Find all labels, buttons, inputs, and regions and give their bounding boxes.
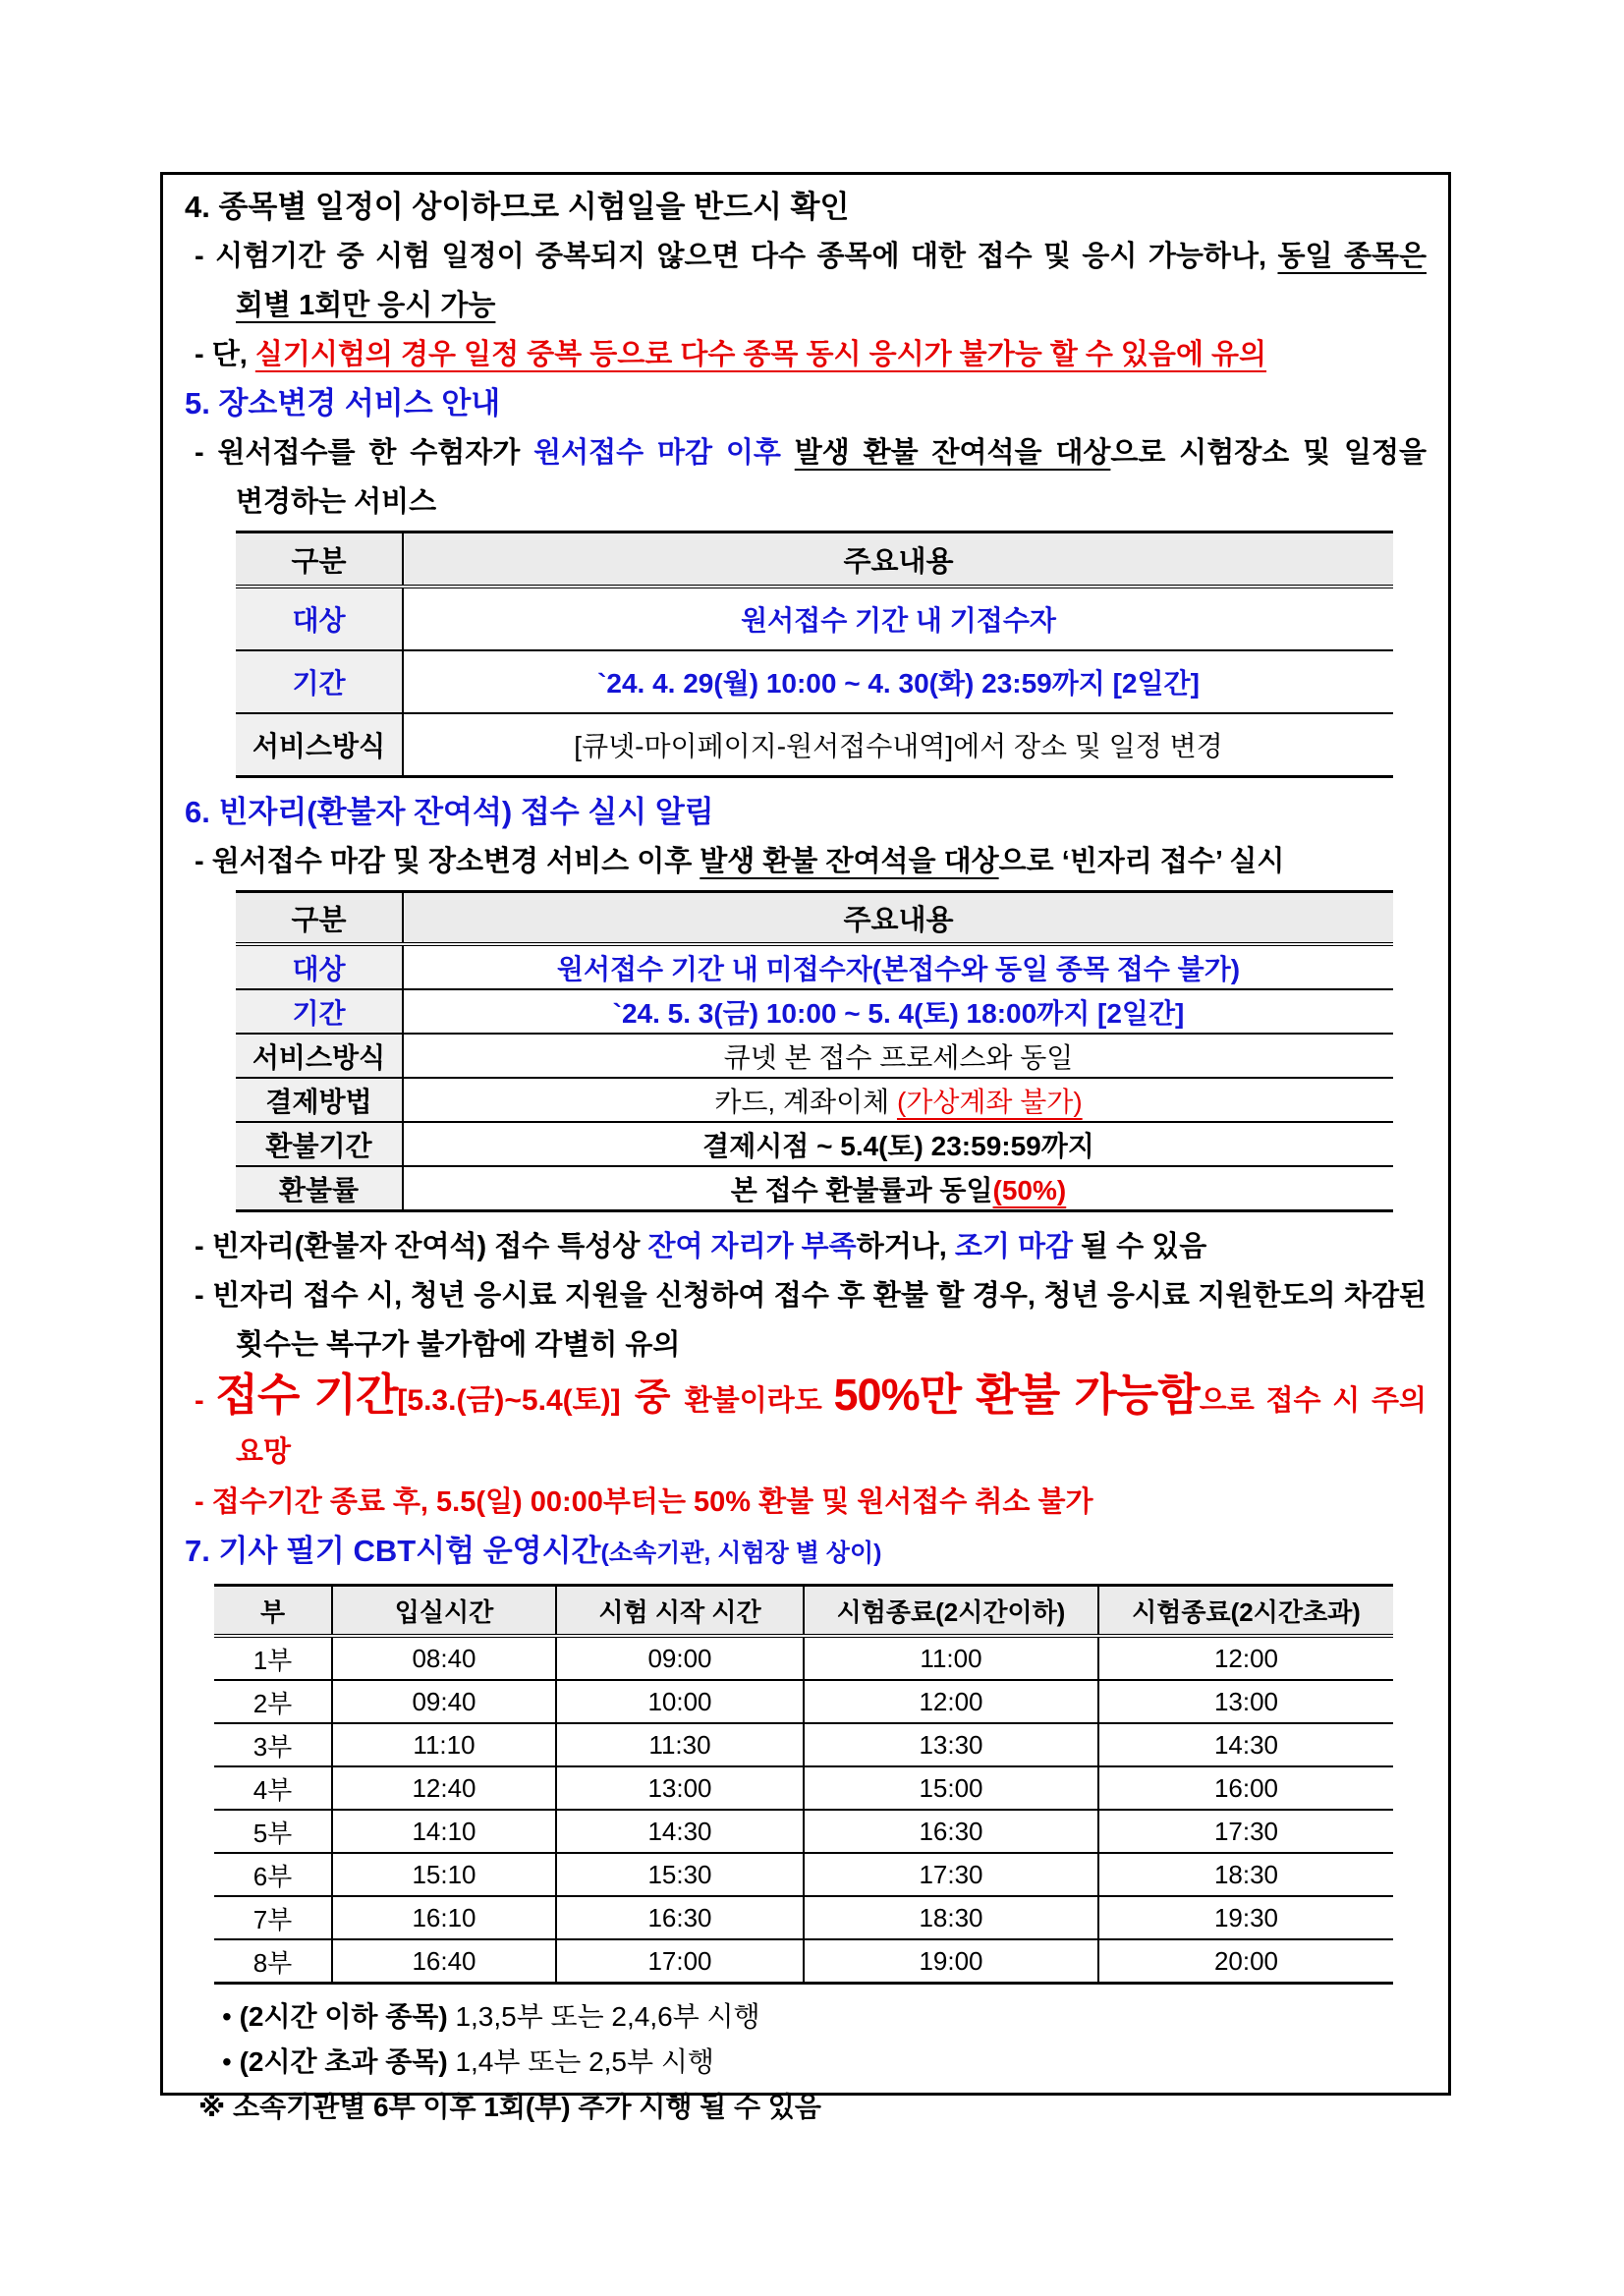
s6-bullet-after-deadline-warning [185, 1478, 1427, 1527]
text-segment: 기간 [292, 997, 346, 1029]
row-value [403, 587, 1393, 650]
table-header-row [214, 1586, 1393, 1637]
text-segment: 결제방법 [265, 1086, 372, 1117]
text-segment: 대상 [292, 953, 346, 984]
table-cell: 2부 [214, 1680, 332, 1723]
text-segment: 으로 시험장소 및 일정을 변경하는 서비스 [236, 437, 1428, 518]
text-segment: 조기 마감 [954, 1231, 1073, 1262]
column-header: 시험 시작 시간 [556, 1586, 804, 1637]
table-header-row [236, 532, 1393, 588]
table-row [214, 1636, 1393, 1680]
text-segment: - 원서접수를 한 수험자가 [195, 437, 534, 469]
text-segment: 으로 ‘빈자리 접수’ 실시 [998, 846, 1285, 877]
place-change-table [236, 531, 1393, 778]
table-cell: 12:00 [804, 1680, 1098, 1723]
text-segment: 서비스방식 [252, 731, 386, 761]
s6-bullet-refund-50-warning [185, 1370, 1427, 1478]
row-label [236, 1166, 403, 1211]
table-cell: 09:40 [332, 1680, 556, 1723]
table-cell: 1부 [214, 1636, 332, 1680]
text-segment: 접수 기간 [215, 1370, 398, 1420]
table-cell: 16:30 [556, 1896, 804, 1939]
text-segment: [큐넷-마이페이지-원서접수내역]에서 장소 및 일정 변경 [574, 731, 1223, 761]
table-cell: 11:00 [804, 1636, 1098, 1680]
section-6-heading: 6. 빈자리(환불자 잔여석) 접수 실시 알림 [185, 795, 714, 829]
text-segment: `24. 5. 3(금) 10:00 ~ 5. 4(토) 18:00까지 [2일간] [612, 997, 1185, 1029]
table-cell: 13:30 [804, 1723, 1098, 1766]
s4-bullet-practical-warning [185, 330, 1427, 379]
text-segment: 실기시험의 경우 일정 중복 등으로 다수 종목 동시 응시가 불가능 할 수 있음에 유의 [254, 339, 1267, 370]
text-segment: 1,3,5부 또는 2,4,6부 시행 [447, 2001, 760, 2032]
table-row [236, 713, 1393, 777]
section-7-heading [185, 1527, 1427, 1578]
text-segment: 중 [620, 1377, 685, 1419]
table-row [214, 1853, 1393, 1896]
row-label [236, 1034, 403, 1078]
table-cell: 16:40 [332, 1939, 556, 1984]
column-header: 구분 [236, 532, 403, 588]
text-segment: 7. 기사 필기 CBT시험 운영시간 [185, 1534, 601, 1568]
table-cell: 15:00 [804, 1766, 1098, 1810]
table-cell: 17:00 [556, 1939, 804, 1984]
table-cell: 15:10 [332, 1853, 556, 1896]
note-extra-session [198, 2085, 1427, 2130]
table-row [236, 650, 1393, 713]
text-segment: 으로 접수 시 주의 요망 [236, 1385, 1427, 1468]
table-row [214, 1939, 1393, 1984]
text-segment: 환불기간 [265, 1130, 372, 1161]
text-segment: 대상 [292, 605, 346, 636]
text-segment: 서비스방식 [252, 1041, 386, 1073]
table-cell: 19:30 [1098, 1896, 1393, 1939]
row-value [403, 713, 1393, 777]
table-cell: 3부 [214, 1723, 332, 1766]
table-row [214, 1723, 1393, 1766]
table-row [236, 587, 1393, 650]
table-cell: 11:10 [332, 1723, 556, 1766]
text-segment: 50%만 환불 가능함 [833, 1370, 1200, 1420]
row-label [236, 587, 403, 650]
text-segment: 될 수 있음 [1072, 1231, 1207, 1262]
text-segment: 1,4부 또는 2,5부 시행 [447, 2046, 714, 2077]
s5-bullet-service-desc [185, 428, 1427, 527]
table-cell: 14:30 [1098, 1723, 1393, 1766]
table-row [214, 1810, 1393, 1853]
column-header: 시험종료(2시간이하) [804, 1586, 1098, 1637]
text-segment: 원서접수 기간 내 기접수자 [741, 605, 1056, 636]
table-cell: 09:00 [556, 1636, 804, 1680]
text-segment: • [222, 2001, 240, 2032]
text-segment: 결제시점 ~ 5.4(토) 23:59:59까지 [702, 1130, 1094, 1161]
s4-bullet-multi-apply [185, 232, 1427, 330]
table-cell: 15:30 [556, 1853, 804, 1896]
text-segment [781, 437, 795, 469]
text-segment: 큐넷 본 접수 프로세스와 동일 [723, 1041, 1074, 1073]
text-segment: (소속기관, 시험장 별 상이) [600, 1540, 882, 1567]
row-value [403, 1078, 1393, 1122]
s6-bullet-empty-seat-desc [185, 837, 1427, 886]
text-segment: (2시간 초과 종목) [239, 2046, 448, 2077]
column-header: 입실시간 [332, 1586, 556, 1637]
table-cell: 18:30 [1098, 1853, 1393, 1896]
table-cell: 13:00 [1098, 1680, 1393, 1723]
row-value [403, 989, 1393, 1034]
text-segment: 카드, 계좌이체 [714, 1086, 897, 1117]
column-header: 부 [214, 1586, 332, 1637]
text-segment: - 단, [195, 339, 255, 370]
table-row [214, 1896, 1393, 1939]
table-cell: 11:30 [556, 1723, 804, 1766]
text-segment: - [195, 1385, 216, 1417]
table-cell: 19:00 [804, 1939, 1098, 1984]
table-cell: 17:30 [1098, 1810, 1393, 1853]
table-cell: 16:30 [804, 1810, 1098, 1853]
text-segment: 원서접수 마감 이후 [533, 437, 781, 469]
table-cell: 16:00 [1098, 1766, 1393, 1810]
table-row [236, 1122, 1393, 1166]
table-cell: 10:00 [556, 1680, 804, 1723]
table-cell: 4부 [214, 1766, 332, 1810]
row-value [403, 944, 1393, 989]
row-label [236, 1078, 403, 1122]
text-segment: 발생 환불 잔여석을 대상 [794, 437, 1111, 469]
cbt-time-table [214, 1584, 1393, 1985]
table-cell: 7부 [214, 1896, 332, 1939]
text-segment: - 원서접수 마감 및 장소변경 서비스 이후 [195, 846, 700, 877]
table-header-row [236, 892, 1393, 945]
table-row [214, 1766, 1393, 1810]
text-segment: 하거나, [856, 1231, 955, 1262]
text-segment: • [222, 2046, 240, 2077]
table-cell: 14:10 [332, 1810, 556, 1853]
text-segment: 잔여 자리가 부족 [647, 1231, 857, 1262]
row-label [236, 713, 403, 777]
text-segment: 환불이라도 [684, 1385, 834, 1417]
text-segment: (가상계좌 불가) [896, 1086, 1083, 1117]
text-segment: 발생 환불 잔여석을 대상 [700, 846, 999, 877]
table-cell: 5부 [214, 1810, 332, 1853]
text-segment: `24. 4. 29(월) 10:00 ~ 4. 30(화) 23:59까지 [2일간] [597, 668, 1200, 699]
table-row [236, 989, 1393, 1034]
text-segment: - 빈자리 접수 시, 청년 응시료 지원을 신청하여 접수 후 환불 할 경우, 청년 응시료 지원한도의 차감된 횟수는 복구가 불가함에 각별히 유의 [195, 1280, 1427, 1361]
row-value [403, 1122, 1393, 1166]
empty-seat-table [236, 890, 1393, 1212]
row-value [403, 1034, 1393, 1078]
table-cell: 20:00 [1098, 1939, 1393, 1984]
row-label [236, 944, 403, 989]
column-header: 주요내용 [403, 532, 1393, 588]
text-segment: (50%) [992, 1174, 1067, 1205]
row-label [236, 989, 403, 1034]
table-cell: 13:00 [556, 1766, 804, 1810]
text-segment: 동일 종목은 회별 1회만 응시 가능 [236, 241, 1427, 321]
text-segment: [5.3.(금)~5.4(토)] [397, 1384, 621, 1417]
text-segment: 환불률 [278, 1174, 360, 1205]
table-row [236, 1166, 1393, 1211]
table-row [214, 1680, 1393, 1723]
note-over-2h [222, 2040, 1427, 2085]
table-row [236, 1078, 1393, 1122]
row-value [403, 650, 1393, 713]
row-label [236, 650, 403, 713]
notice-document [160, 172, 1451, 2122]
text-segment: - 접수기간 종료 후, 5.5(일) 00:00부터는 50% 환불 및 원서접수 취소 불가 [195, 1486, 1093, 1518]
table-row [236, 1034, 1393, 1078]
table-cell: 12:40 [332, 1766, 556, 1810]
section-5-heading: 5. 장소변경 서비스 안내 [185, 386, 501, 420]
text-segment: - 시험기간 중 시험 일정이 중복되지 않으면 다수 종목에 대한 접수 및 응시 가능하나, [195, 241, 1278, 272]
column-header: 주요내용 [403, 892, 1393, 945]
table-cell: 12:00 [1098, 1636, 1393, 1680]
text-segment: 본 접수 환불률과 동일 [730, 1174, 993, 1205]
column-header: 구분 [236, 892, 403, 945]
row-label [236, 1122, 403, 1166]
s6-bullet-youth-fee-warning [185, 1271, 1427, 1370]
text-segment: 기간 [292, 668, 346, 699]
table-cell: 17:30 [804, 1853, 1098, 1896]
table-row [236, 944, 1393, 989]
table-cell: 18:30 [804, 1896, 1098, 1939]
table-cell: 08:40 [332, 1636, 556, 1680]
table-cell: 16:10 [332, 1896, 556, 1939]
table-cell: 8부 [214, 1939, 332, 1984]
text-segment: - 빈자리(환불자 잔여석) 접수 특성상 [195, 1231, 648, 1262]
section-4-heading: 4. 종목별 일정이 상이하므로 시험일을 반드시 확인 [185, 190, 850, 224]
table-cell: 14:30 [556, 1810, 804, 1853]
text-segment: ※ 소속기관별 6부 이후 1회(부) 추가 시행 될 수 있음 [198, 2092, 821, 2122]
s6-bullet-shortage-warning [185, 1222, 1427, 1271]
text-segment: (2시간 이하 종목) [239, 2001, 448, 2032]
column-header: 시험종료(2시간초과) [1098, 1586, 1393, 1637]
row-value [403, 1166, 1393, 1211]
table-cell: 6부 [214, 1853, 332, 1896]
text-segment: 원서접수 기간 내 미접수자(본접수와 동일 종목 접수 불가) [556, 953, 1241, 984]
note-under-2h [222, 1994, 1427, 2040]
